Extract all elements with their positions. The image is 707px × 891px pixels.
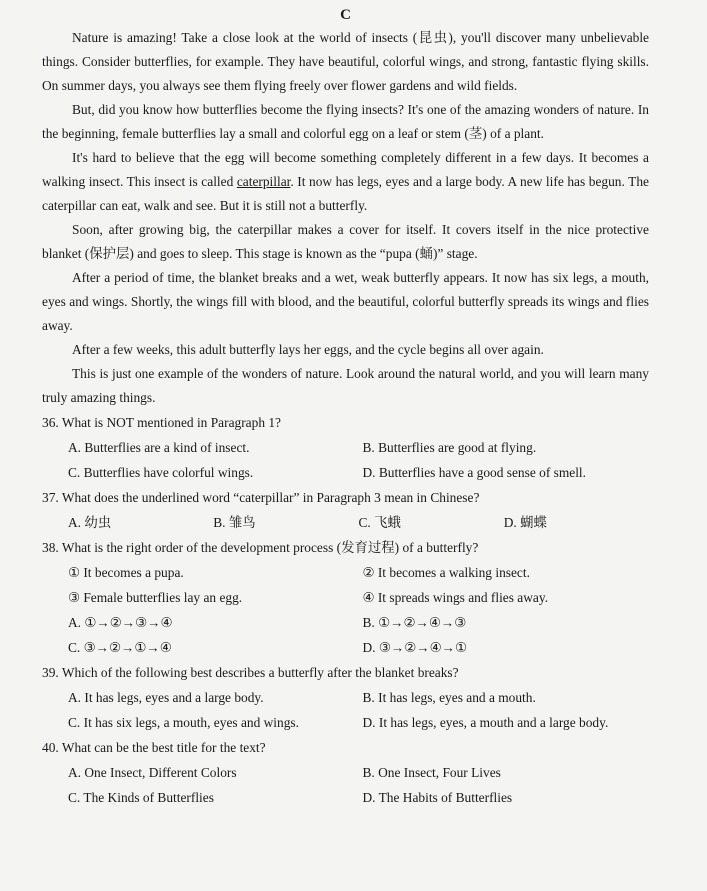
question-36-option-d[interactable]: D. Butterflies have a good sense of smell. [362, 465, 586, 480]
question-36-option-c[interactable]: C. Butterflies have colorful wings. [68, 465, 254, 480]
question-38 [42, 535, 649, 660]
question-37 [42, 485, 649, 535]
question-39-option-d[interactable]: D. It has legs, eyes, a mouth and a large body. [362, 715, 609, 730]
paragraph-7: This is just one example of the wonders of nature. Look around the natural world, and you will learn many truly amazing things. [42, 366, 649, 405]
reading-passage [42, 26, 649, 410]
question-40-stem: 40. What can be the best title for the text? [42, 740, 266, 755]
question-38-option-a[interactable]: A. ①→②→③→④ [68, 615, 173, 630]
question-39-option-b[interactable]: B. It has legs, eyes and a mouth. [362, 690, 536, 705]
question-37-option-a[interactable]: A. 幼虫 [68, 515, 112, 530]
paragraph-1: Nature is amazing! Take a close look at the world of insects (昆虫), you'll discover many unbelievable things. Consider butterflies, for example. They have beautiful, colorful wings, and strong, fantastic flying skills. On summer days, you always see them flying freely over flower gardens and wild fields. [42, 30, 649, 93]
question-38-step-2: ② It becomes a walking insect. [362, 565, 530, 580]
question-39 [42, 660, 649, 735]
question-40-option-a[interactable]: A. One Insect, Different Colors [68, 765, 237, 780]
question-36-options [42, 435, 649, 485]
paragraph-4: Soon, after growing big, the caterpillar makes a cover for itself. It covers itself in the nice protective blanket (保护层) and goes to sleep. This stage is known as the “pupa (蛹)” stage. [42, 222, 649, 261]
question-37-stem: 37. What does the underlined word “caterpillar” in Paragraph 3 mean in Chinese? [42, 490, 480, 505]
question-39-options [42, 685, 649, 735]
question-37-option-c[interactable]: C. 飞蛾 [358, 515, 401, 530]
section-heading: C [340, 7, 351, 23]
paragraph-2: But, did you know how butterflies become the flying insects? It's one of the amazing wonders of nature. In the beginning, female butterflies lay a small and colorful egg on a leaf or stem (茎) of a plant. [42, 102, 649, 141]
question-40 [42, 735, 649, 810]
paragraph-6: After a few weeks, this adult butterfly lays her eggs, and the cycle begins all over again. [72, 342, 544, 357]
question-38-step-1: ① It becomes a pupa. [68, 565, 184, 580]
question-39-stem: 39. Which of the following best describes a butterfly after the blanket breaks? [42, 665, 459, 680]
paragraph-3 [42, 146, 649, 218]
question-36-option-a[interactable]: A. Butterflies are a kind of insect. [68, 440, 250, 455]
paragraph-3-text-before: It's hard to believe that the egg will become something completely different in a few days. It becomes a walking insect. This insect is called [42, 150, 649, 189]
question-36-stem: 36. What is NOT mentioned in Paragraph 1? [42, 415, 281, 430]
question-37-option-b[interactable]: B. 雏鸟 [213, 515, 256, 530]
question-36-option-b[interactable]: B. Butterflies are good at flying. [362, 440, 537, 455]
question-38-step-4: ④ It spreads wings and flies away. [362, 590, 549, 605]
question-39-option-c[interactable]: C. It has six legs, a mouth, eyes and wings. [68, 715, 299, 730]
question-38-option-b[interactable]: B. ①→②→④→③ [362, 615, 467, 630]
question-37-option-d[interactable]: D. 蝴蝶 [503, 515, 547, 530]
question-40-option-c[interactable]: C. The Kinds of Butterflies [68, 790, 214, 805]
question-38-step-3: ③ Female butterflies lay an egg. [68, 590, 243, 605]
question-40-option-b[interactable]: B. One Insect, Four Lives [362, 765, 501, 780]
underlined-word-caterpillar: caterpillar [236, 174, 291, 189]
question-38-steps [42, 560, 649, 610]
question-38-option-c[interactable]: C. ③→②→①→④ [68, 640, 172, 655]
question-36 [42, 410, 649, 485]
question-40-options [42, 760, 649, 810]
question-38-option-d[interactable]: D. ③→②→④→① [362, 640, 468, 655]
paragraph-5: After a period of time, the blanket breaks and a wet, weak butterfly appears. It now has six legs, a mouth, eyes and wings. Shortly, the wings fill with blood, and the beautiful, colorful butterfly spreads its wings and flies away. [42, 270, 649, 333]
question-39-option-a[interactable]: A. It has legs, eyes and a large body. [68, 690, 264, 705]
question-38-stem: 38. What is the right order of the development process (发育过程) of a butterfly? [42, 540, 479, 555]
question-37-options [42, 510, 649, 535]
paragraph-3-text-after: . It now has legs, eyes and a large body. A new life has begun. The caterpillar can eat, walk and see. But it is still not a butterfly. [42, 174, 649, 213]
question-38-options [42, 610, 649, 660]
question-40-option-d[interactable]: D. The Habits of Butterflies [362, 790, 513, 805]
